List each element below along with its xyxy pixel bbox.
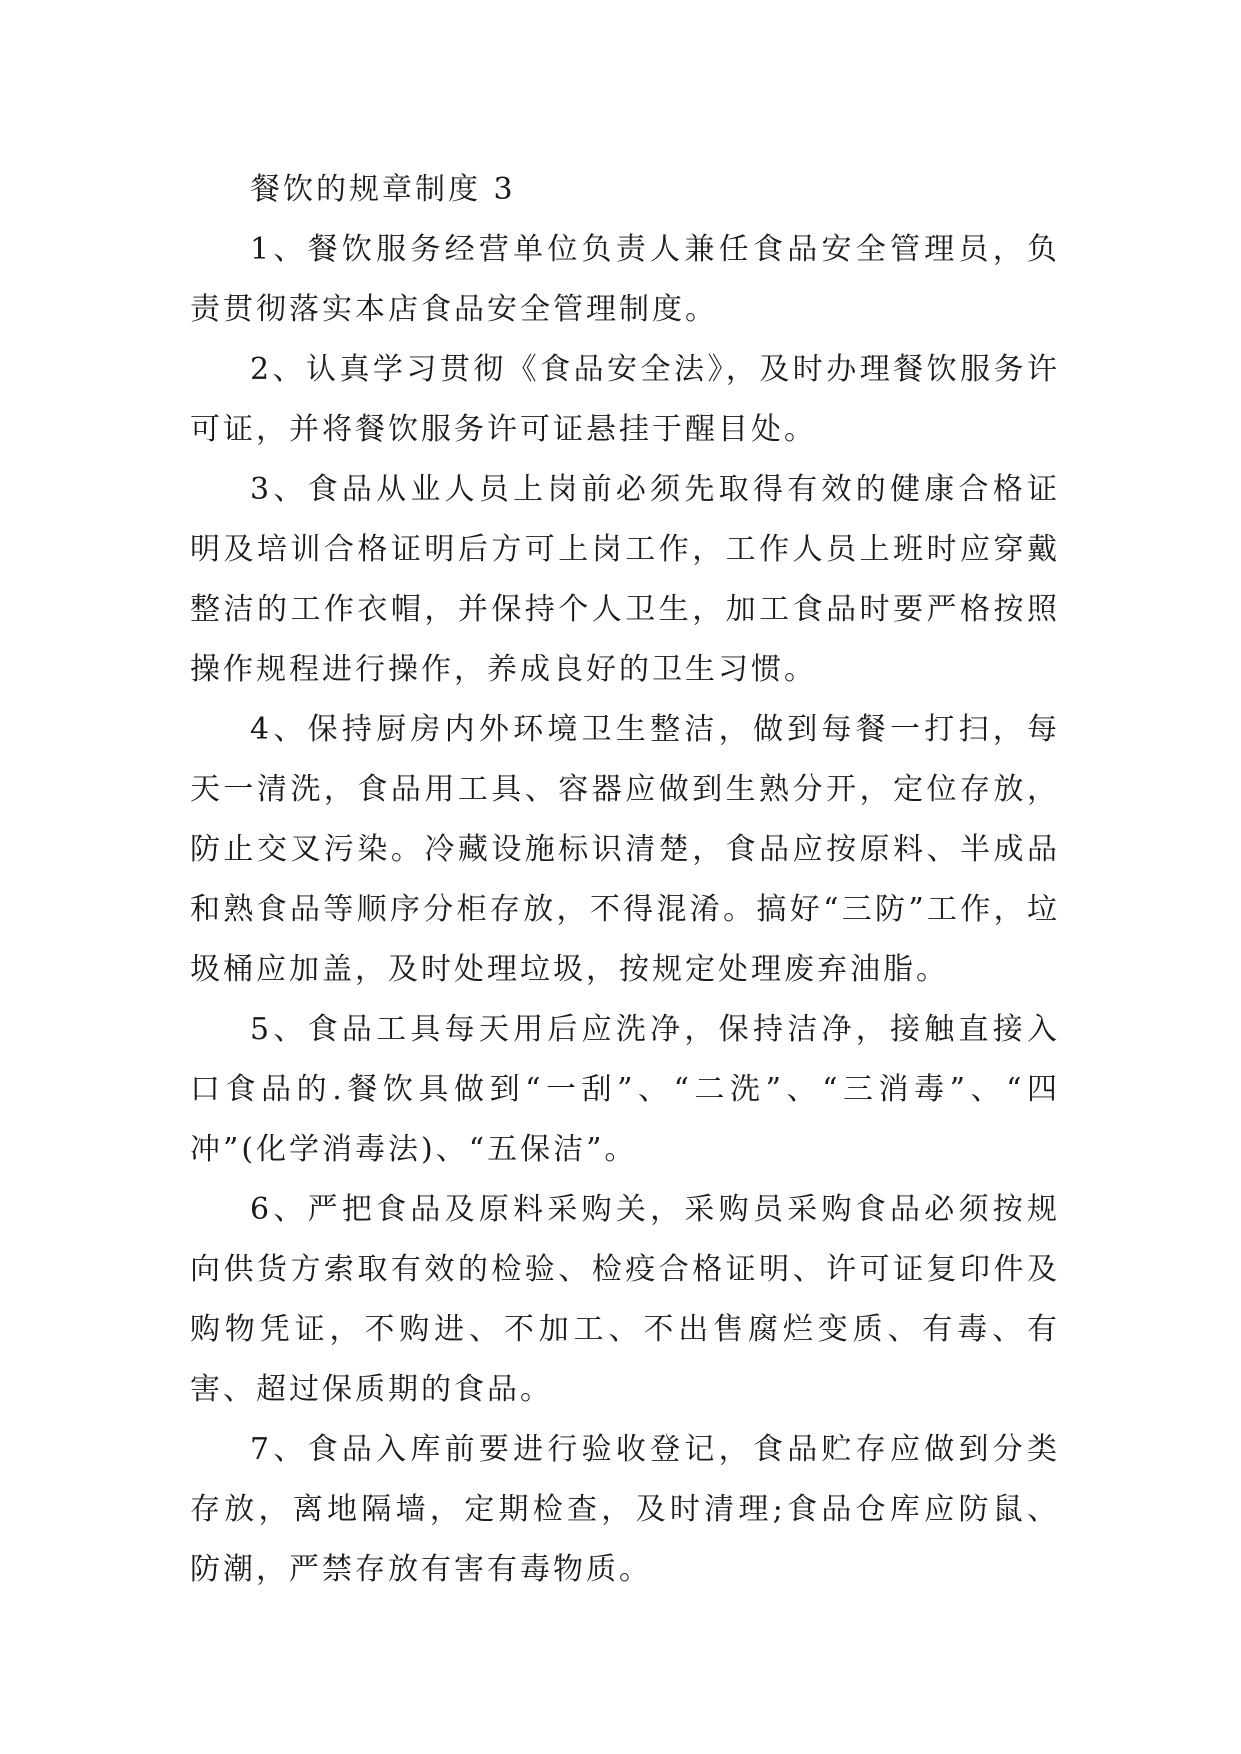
rule-paragraph-6: 6、严把食品及原料采购关，采购员采购食品必须按规向供货方索取有效的检验、检疫合格证明、许可证复印件及购物凭证，不购进、不加工、不出售腐烂变质、有毒、有害、超过保质期的食品。	[190, 1192, 1060, 1407]
document-body	[190, 160, 1060, 1600]
document-heading: 餐饮的规章制度 3	[250, 172, 516, 207]
rule-paragraph-4: 4、保持厨房内外环境卫生整洁，做到每餐一打扫，每天一清洗，食品用工具、容器应做到生熟分开，定位存放，防止交叉污染。冷藏设施标识清楚，食品应按原料、半成品和熟食品等顺序分柜存放，不得混淆。搞好“三防”工作，垃圾桶应加盖，及时处理垃圾，按规定处理废弃油脂。	[190, 712, 1060, 987]
rule-paragraph-2: 2、认真学习贯彻《食品安全法》，及时办理餐饮服务许可证，并将餐饮服务许可证悬挂于醒目处。	[190, 352, 1060, 447]
rule-paragraph-3: 3、食品从业人员上岗前必须先取得有效的健康合格证明及培训合格证明后方可上岗工作，工作人员上班时应穿戴整洁的工作衣帽，并保持个人卫生，加工食品时要严格按照操作规程进行操作，养成良好的卫生习惯。	[190, 472, 1060, 687]
rule-paragraph-5: 5、食品工具每天用后应洗净，保持洁净，接触直接入口食品的.餐饮具做到“一刮”、“二洗”、“三消毒”、“四冲”(化学消毒法)、“五保洁”。	[190, 1012, 1060, 1167]
rule-paragraph-7: 7、食品入库前要进行验收登记，食品贮存应做到分类存放，离地隔墙，定期检查，及时清理;食品仓库应防鼠、防潮，严禁存放有害有毒物质。	[190, 1432, 1060, 1587]
rule-paragraph-1: 1、餐饮服务经营单位负责人兼任食品安全管理员，负责贯彻落实本店食品安全管理制度。	[190, 232, 1060, 327]
